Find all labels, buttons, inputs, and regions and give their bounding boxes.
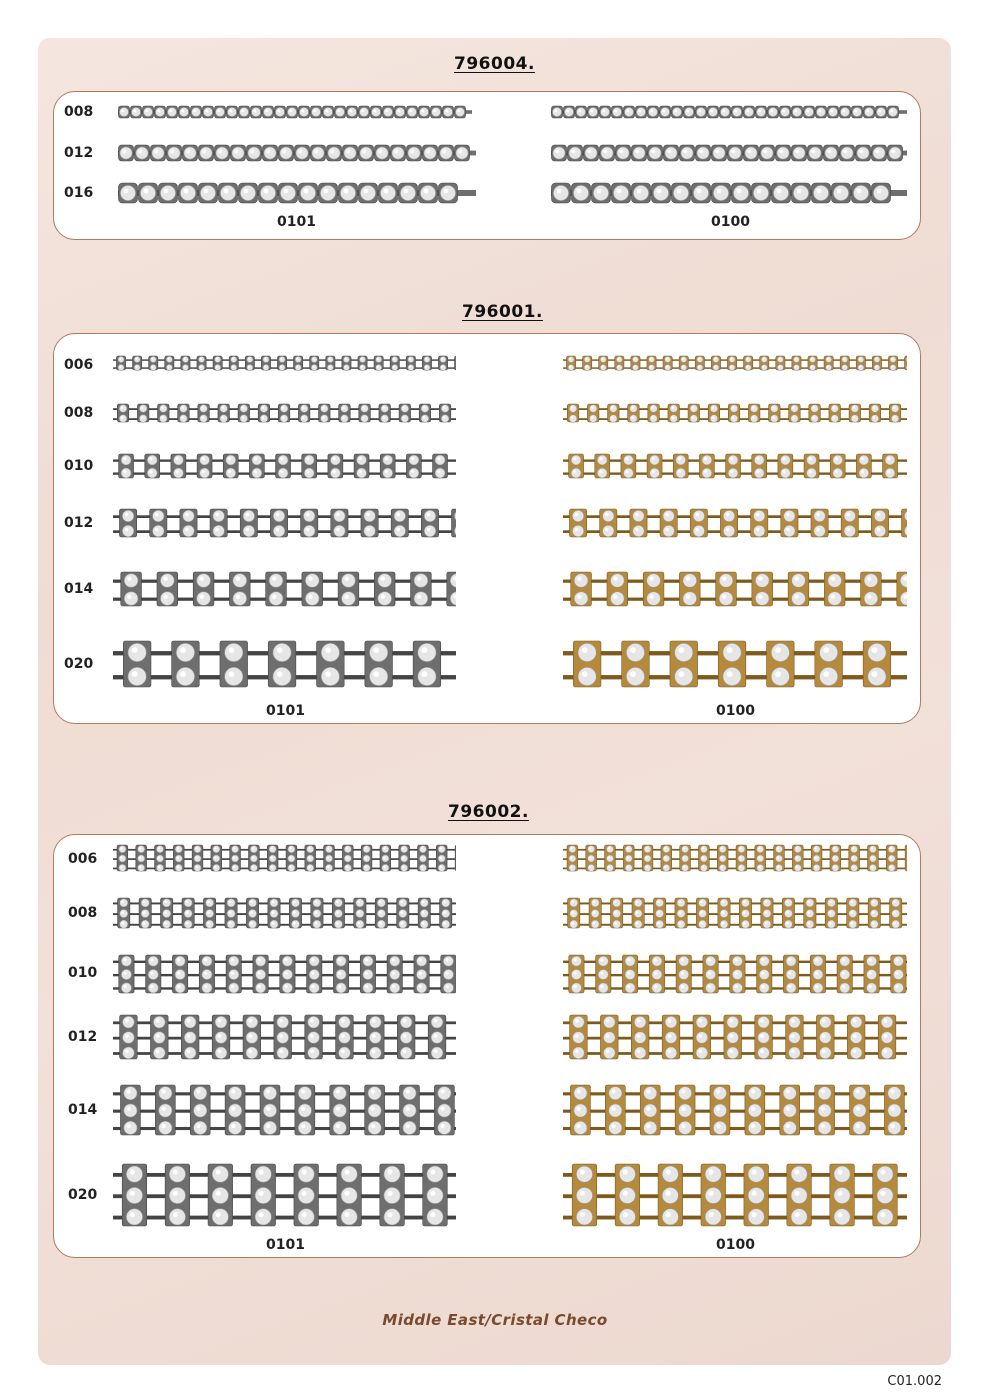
chain-silver <box>118 182 476 204</box>
chain-silver <box>113 1014 456 1062</box>
chain-gold <box>563 1163 907 1229</box>
chain-silver <box>113 355 456 373</box>
finish-code: 0101 <box>266 703 305 719</box>
finish-code: 0100 <box>716 703 755 719</box>
size-label: 012 <box>68 1029 98 1045</box>
finish-code: 0101 <box>277 214 316 230</box>
chain-silver-alt <box>551 144 907 162</box>
chain-gold <box>563 640 907 690</box>
size-label: 020 <box>68 1187 98 1203</box>
chain-silver <box>113 508 456 540</box>
chain-silver <box>118 144 476 162</box>
size-label: 008 <box>68 905 98 921</box>
chain-silver-alt <box>551 182 907 204</box>
chain-silver <box>113 571 456 609</box>
chain-gold <box>563 403 907 425</box>
finish-code: 0100 <box>711 214 750 230</box>
chain-gold <box>563 1014 907 1062</box>
chain-gold <box>563 1084 907 1138</box>
chain-gold <box>563 453 907 481</box>
chain-silver <box>113 1163 456 1229</box>
chain-gold <box>563 844 907 874</box>
chain-silver <box>113 640 456 690</box>
finish-code: 0101 <box>266 1237 305 1253</box>
section-title: 796002. <box>448 802 529 822</box>
chain-gold <box>563 508 907 540</box>
brand-footer: Middle East/Cristal Checo <box>382 1311 608 1329</box>
size-label: 006 <box>64 357 94 373</box>
size-label: 008 <box>64 405 94 421</box>
size-label: 010 <box>68 965 98 981</box>
size-label: 014 <box>64 581 94 597</box>
size-label: 016 <box>64 185 94 201</box>
section-title: 796004. <box>454 54 535 74</box>
size-label: 020 <box>64 656 94 672</box>
chain-gold <box>563 954 907 996</box>
chain-silver <box>113 403 456 425</box>
page-code: C01.002 <box>887 1374 942 1389</box>
chain-silver <box>118 105 472 119</box>
chain-silver <box>113 897 456 931</box>
chain-gold <box>563 571 907 609</box>
chain-silver-alt <box>551 105 907 119</box>
size-label: 012 <box>64 515 94 531</box>
chain-silver <box>113 954 456 996</box>
chain-gold <box>563 355 907 373</box>
size-label: 014 <box>68 1102 98 1118</box>
size-label: 006 <box>68 851 98 867</box>
chain-silver <box>113 1084 456 1138</box>
size-label: 008 <box>64 104 94 120</box>
chain-gold <box>563 897 907 931</box>
chain-silver <box>113 844 456 874</box>
size-label: 012 <box>64 145 94 161</box>
size-label: 010 <box>64 458 94 474</box>
section-title: 796001. <box>462 302 543 322</box>
finish-code: 0100 <box>716 1237 755 1253</box>
chain-silver <box>113 453 456 481</box>
